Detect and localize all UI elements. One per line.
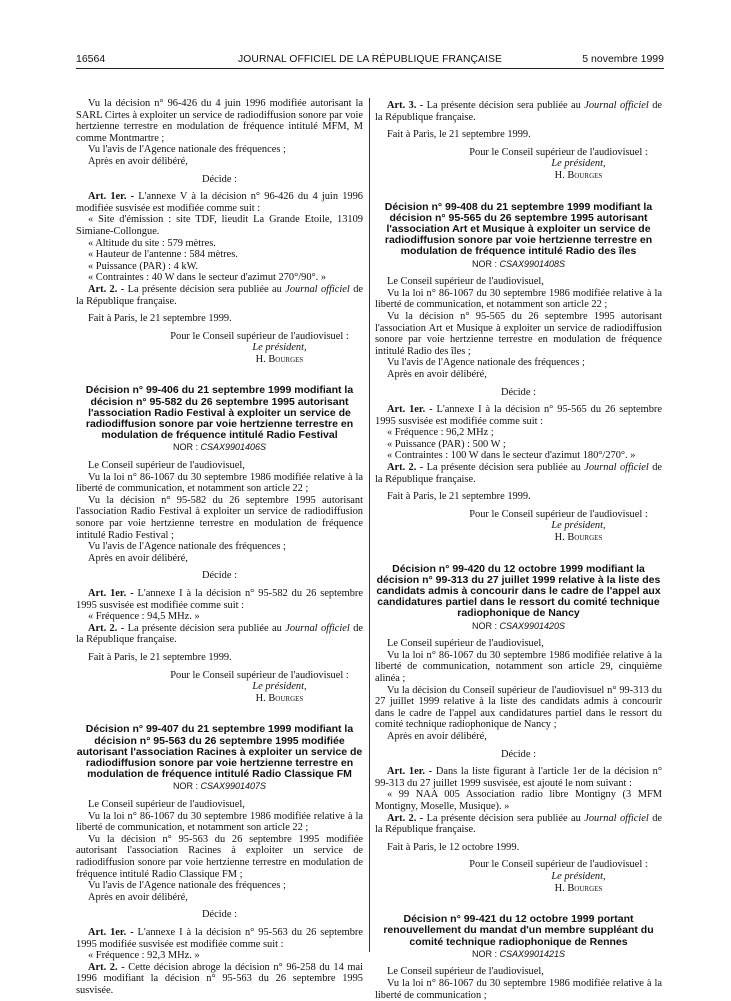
- journal-ref: Journal officiel: [584, 100, 649, 111]
- article-paragraph: [76, 284, 363, 307]
- decide-label: Décide :: [202, 570, 237, 582]
- signature-title: Le président,: [252, 681, 307, 693]
- decide-label: Décide :: [501, 748, 536, 760]
- article-text: La présente décision sera publiée au: [127, 622, 282, 634]
- article-label: Art. 1er. -: [88, 191, 135, 203]
- article-paragraph: [375, 404, 662, 427]
- nor-reference: [375, 621, 662, 633]
- paragraph: Le Conseil supérieur de l'audiovisuel,: [88, 460, 245, 472]
- quote-line: « Contraintes : 40 W dans le secteur d'azimut 270°/90°. »: [88, 272, 327, 284]
- quote-line: « Hauteur de l'antenne : 584 mètres.: [88, 249, 238, 261]
- paragraph: Après en avoir délibéré,: [88, 552, 188, 564]
- signature-block: [375, 147, 662, 182]
- signature-block: [76, 331, 363, 366]
- decision-title: Décision n° 99-408 du 21 septembre 1999 modifiant la décision n° 95-565 du 26 septembre 1995 autorisant l'association Art et Musique à exploiter un service de radiodiffusion sonore par voie hertzienne terrestre en modulation de fréquence intitulé Radio des îles: [384, 200, 653, 258]
- article-text: La présente décision sera publiée au: [426, 812, 581, 824]
- decision-title: Décision n° 99-407 du 21 septembre 1999 modifiant la décision n° 95-563 du 26 septembre 1995 modifiée autorisant l'association Racines à exploiter un service de radiodiffusion sonore par voie hertzienne terrestre en modulation de fréquence intitulé Radio Classique FM: [76, 723, 363, 781]
- paragraph: Après en avoir délibéré,: [88, 155, 188, 167]
- paragraph: Vu l'avis de l'Agence nationale des fréquences ;: [88, 880, 286, 892]
- nor-label: NOR :: [471, 948, 497, 959]
- paragraph: Vu la loi n° 86-1067 du 30 septembre 1986 modifiée relative à la liberté de communication ;: [375, 977, 662, 1001]
- paragraph: Vu la décision n° 96-426 du 4 juin 1996 modifiée autorisant la SARL Cirtes à exploiter un service de radiodiffusion sonore par voie hertzienne terrestre en modulation de fréquence intitulé MFM, M comme Montmartre ;: [76, 98, 363, 144]
- article-label: Art. 2. -: [88, 961, 125, 973]
- left-column: [76, 98, 363, 996]
- article-text: L'annexe V à la décision n° 96-426 du 4 juin 1996 modifiée susvisée est modifiée comme suit :: [76, 191, 363, 214]
- article-label: Art. 3. -: [387, 100, 424, 111]
- nor-label: NOR :: [172, 781, 198, 792]
- paragraph: Vu la loi n° 86-1067 du 30 septembre 1986 modifiée relative à la liberté de communication, et notamment son article 22 ;: [76, 471, 363, 495]
- article-text: L'annexe I à la décision n° 95-582 du 26 septembre 1995 susvisée est modifiée comme suit :: [76, 588, 363, 611]
- article-paragraph: [375, 100, 662, 123]
- signature-name: H. Bourges: [554, 169, 603, 181]
- paragraph: Le Conseil supérieur de l'audiovisuel,: [387, 638, 544, 650]
- paragraph: Après en avoir délibéré,: [387, 368, 487, 380]
- issue-date: 5 novembre 1999: [582, 53, 664, 65]
- column-separator: [369, 98, 370, 952]
- journal-ref: Journal officiel: [285, 622, 350, 634]
- header-rule: [76, 68, 664, 69]
- signature-name: H. Bourges: [255, 353, 304, 365]
- quote-line: « Puissance (PAR) : 4 kW.: [88, 260, 199, 272]
- article-label: Art. 1er. -: [88, 588, 134, 600]
- signature-title: Le président,: [551, 158, 606, 170]
- paragraph: Le Conseil supérieur de l'audiovisuel,: [387, 966, 544, 978]
- paragraph: Après en avoir délibéré,: [88, 891, 188, 903]
- signature-title: Le président,: [551, 870, 606, 882]
- signature-title: Le président,: [252, 342, 307, 354]
- article-text: L'annexe I à la décision n° 95-565 du 26 septembre 1995 susvisée est modifiée comme suit :: [375, 404, 662, 427]
- decision-title: Décision n° 99-421 du 12 octobre 1999 portant renouvellement du mandat d'un membre suppléant du comité technique radiophonique de Rennes: [383, 913, 654, 948]
- journal-ref: Journal officiel: [584, 462, 649, 474]
- signature-authority: Pour le Conseil supérieur de l'audiovisuel :: [170, 669, 349, 681]
- signature-authority: Pour le Conseil supérieur de l'audiovisuel :: [170, 330, 349, 342]
- article-text: Cette décision abroge la décision n° 96-258 du 14 mai 1996 modifiant la décision n° 95-563 du 26 septembre 1995 susvisée.: [76, 961, 363, 996]
- article-text: La présente décision sera publiée au: [127, 283, 282, 295]
- nor-reference: [76, 442, 363, 454]
- paragraph: Vu la décision du Conseil supérieur de l'audiovisuel n° 99-313 du 27 juillet 1999 relative à la liste des candidats admis à concourir dans le cadre de l'appel aux candidatures partiel dans le ressort du comité technique radiophonique de Nancy ;: [375, 684, 662, 731]
- article-label: Art. 2. -: [387, 812, 424, 824]
- nor-label: NOR :: [471, 258, 497, 269]
- nor-reference: [76, 781, 363, 793]
- article-text: de la République française.: [375, 812, 662, 836]
- decide-label: Décide :: [501, 386, 536, 398]
- paragraph: Vu la décision n° 95-582 du 26 septembre 1995 autorisant l'association Radio Festival à exploiter un service de radiodiffusion sonore par voie hertzienne terrestre en modulation de fréquence intitulé Radio Festival ;: [76, 494, 363, 541]
- paragraph: Vu la décision n° 95-565 du 26 septembre 1995 autorisant l'association Art et Musique à exploiter un service de radiodiffusion sonore par voie hertzienne terrestre en modulation de fréquence intitulé Radio des îles ;: [375, 310, 662, 357]
- decision-title: Décision n° 99-406 du 21 septembre 1999 modifiant la décision n° 95-582 du 26 septembre 1995 autorisant l'association Radio Festival à exploiter un service de radiodiffusion sonore par voie hertzienne terrestre en modulation de fréquence intitulé Radio Festival: [85, 384, 354, 442]
- article-label: Art. 2. -: [387, 462, 424, 474]
- paragraph: Vu l'avis de l'Agence nationale des fréquences ;: [387, 357, 585, 369]
- article-paragraph: [76, 191, 363, 214]
- journal-ref: Journal officiel: [584, 812, 649, 824]
- paragraph: Vu la loi n° 86-1067 du 30 septembre 1986 modifiée relative à la liberté de communication, et notamment son article 22 ;: [76, 810, 363, 834]
- article-paragraph: [375, 766, 662, 789]
- signature-name: H. Bourges: [554, 532, 603, 544]
- nor-code: CSAX9901420S: [499, 620, 566, 631]
- paragraph: Vu l'avis de l'Agence nationale des fréquences ;: [88, 144, 286, 156]
- article-text: de la République française.: [76, 622, 363, 646]
- signature-authority: Pour le Conseil supérieur de l'audiovisuel :: [469, 859, 648, 871]
- date-line: Fait à Paris, le 21 septembre 1999.: [88, 313, 232, 325]
- quote-line: « Fréquence : 96,2 MHz ;: [387, 427, 494, 439]
- decision-title: Décision n° 99-420 du 12 octobre 1999 modifiant la décision n° 99-313 du 27 juillet 1999 relative à la liste des candidats admis à concourir dans le cadre de l'appel aux candidatures partiel dans le ressort du comité technique radiophonique de Nancy: [376, 562, 661, 620]
- article-text: de la République française.: [375, 462, 662, 485]
- article-label: Art. 1er. -: [88, 926, 134, 938]
- decide-label: Décide :: [202, 173, 237, 185]
- nor-label: NOR :: [471, 620, 497, 631]
- paragraph: Vu la loi n° 86-1067 du 30 septembre 1986 modifiée relative à la liberté de communication, et notamment son article 22 ;: [375, 287, 662, 311]
- signature-name: H. Bourges: [554, 882, 603, 894]
- date-line: Fait à Paris, le 21 septembre 1999.: [387, 491, 531, 503]
- quote-line: « Site d'émission : site TDF, lieudit La Grande Etoile, 13109 Simiane-Collongue.: [76, 214, 363, 237]
- paragraph: Le Conseil supérieur de l'audiovisuel,: [88, 798, 245, 810]
- quote-line: « 99 NAA 005 Association radio libre Montigny (3 MFM Montigny, Moselle, Musique). »: [375, 789, 662, 812]
- signature-block: [375, 859, 662, 894]
- signature-block: [76, 670, 363, 705]
- article-paragraph: [76, 588, 363, 611]
- paragraph: Vu l'avis de l'Agence nationale des fréquences ;: [88, 541, 286, 553]
- date-line: Fait à Paris, le 12 octobre 1999.: [387, 841, 520, 853]
- article-paragraph: [76, 962, 363, 997]
- signature-authority: Pour le Conseil supérieur de l'audiovisuel :: [469, 508, 648, 520]
- signature-authority: Pour le Conseil supérieur de l'audiovisuel :: [469, 146, 648, 158]
- paragraph: Vu la loi n° 86-1067 du 30 septembre 1986 modifiée relative à la liberté de communication, notamment son article 29, cinquième alinéa ;: [375, 649, 662, 685]
- article-text: L'annexe I à la décision n° 95-563 du 26 septembre 1995 modifiée susvisée est modifiée comme suit :: [76, 926, 363, 950]
- article-paragraph: [375, 813, 662, 836]
- paragraph: Après en avoir délibéré,: [387, 731, 487, 742]
- paragraph: Vu la décision n° 95-563 du 26 septembre 1995 modifiée autorisant l'association Racines à exploiter un service de radiodiffusion sonore par voie hertzienne terrestre en modulation de fréquence intitulé Radio Classique FM ;: [76, 833, 363, 880]
- page-header: [76, 54, 664, 68]
- signature-title: Le président,: [551, 520, 606, 532]
- nor-code: CSAX9901421S: [499, 948, 566, 959]
- nor-code: CSAX9901407S: [200, 781, 267, 792]
- quote-line: « Contraintes : 100 W dans le secteur d'azimut 180°/270°. »: [387, 450, 636, 462]
- quote-line: « Fréquence : 94,5 MHz. »: [88, 611, 200, 623]
- article-text: de la République française.: [76, 283, 363, 307]
- nor-reference: [375, 949, 662, 961]
- quote-line: « Altitude du site : 579 mètres.: [88, 237, 216, 249]
- article-paragraph: [76, 623, 363, 646]
- article-text: La présente décision sera publiée au: [426, 462, 581, 474]
- signature-block: [375, 509, 662, 544]
- quote-line: « Fréquence : 92,3 MHz. »: [88, 950, 200, 962]
- quote-line: « Puissance (PAR) : 500 W ;: [387, 438, 506, 450]
- article-text: La présente décision sera publiée au: [426, 100, 581, 111]
- decide-label: Décide :: [202, 909, 237, 921]
- paragraph: Le Conseil supérieur de l'audiovisuel,: [387, 276, 544, 288]
- date-line: Fait à Paris, le 21 septembre 1999.: [88, 651, 232, 663]
- journal-title: JOURNAL OFFICIEL DE LA RÉPUBLIQUE FRANÇAISE: [238, 54, 502, 65]
- nor-code: CSAX9901406S: [200, 442, 267, 453]
- article-text: Dans la liste figurant à l'article 1er de la décision n° 99-313 du 27 juillet 1999 susvisée, est ajouté le nom suivant :: [375, 766, 662, 789]
- right-column: [375, 100, 662, 1001]
- signature-name: H. Bourges: [255, 692, 304, 704]
- nor-code: CSAX9901408S: [499, 258, 566, 269]
- journal-ref: Journal officiel: [285, 283, 350, 295]
- nor-reference: [375, 259, 662, 271]
- article-label: Art. 2. -: [88, 283, 125, 295]
- page-number: 16564: [76, 53, 106, 65]
- article-label: Art. 2. -: [88, 622, 125, 634]
- article-paragraph: [76, 927, 363, 950]
- article-text: de la République française.: [375, 100, 662, 123]
- article-label: Art. 1er. -: [387, 404, 433, 416]
- article-label: Art. 1er. -: [387, 766, 433, 778]
- article-paragraph: [375, 462, 662, 485]
- nor-label: NOR :: [172, 442, 198, 453]
- date-line: Fait à Paris, le 21 septembre 1999.: [387, 129, 531, 141]
